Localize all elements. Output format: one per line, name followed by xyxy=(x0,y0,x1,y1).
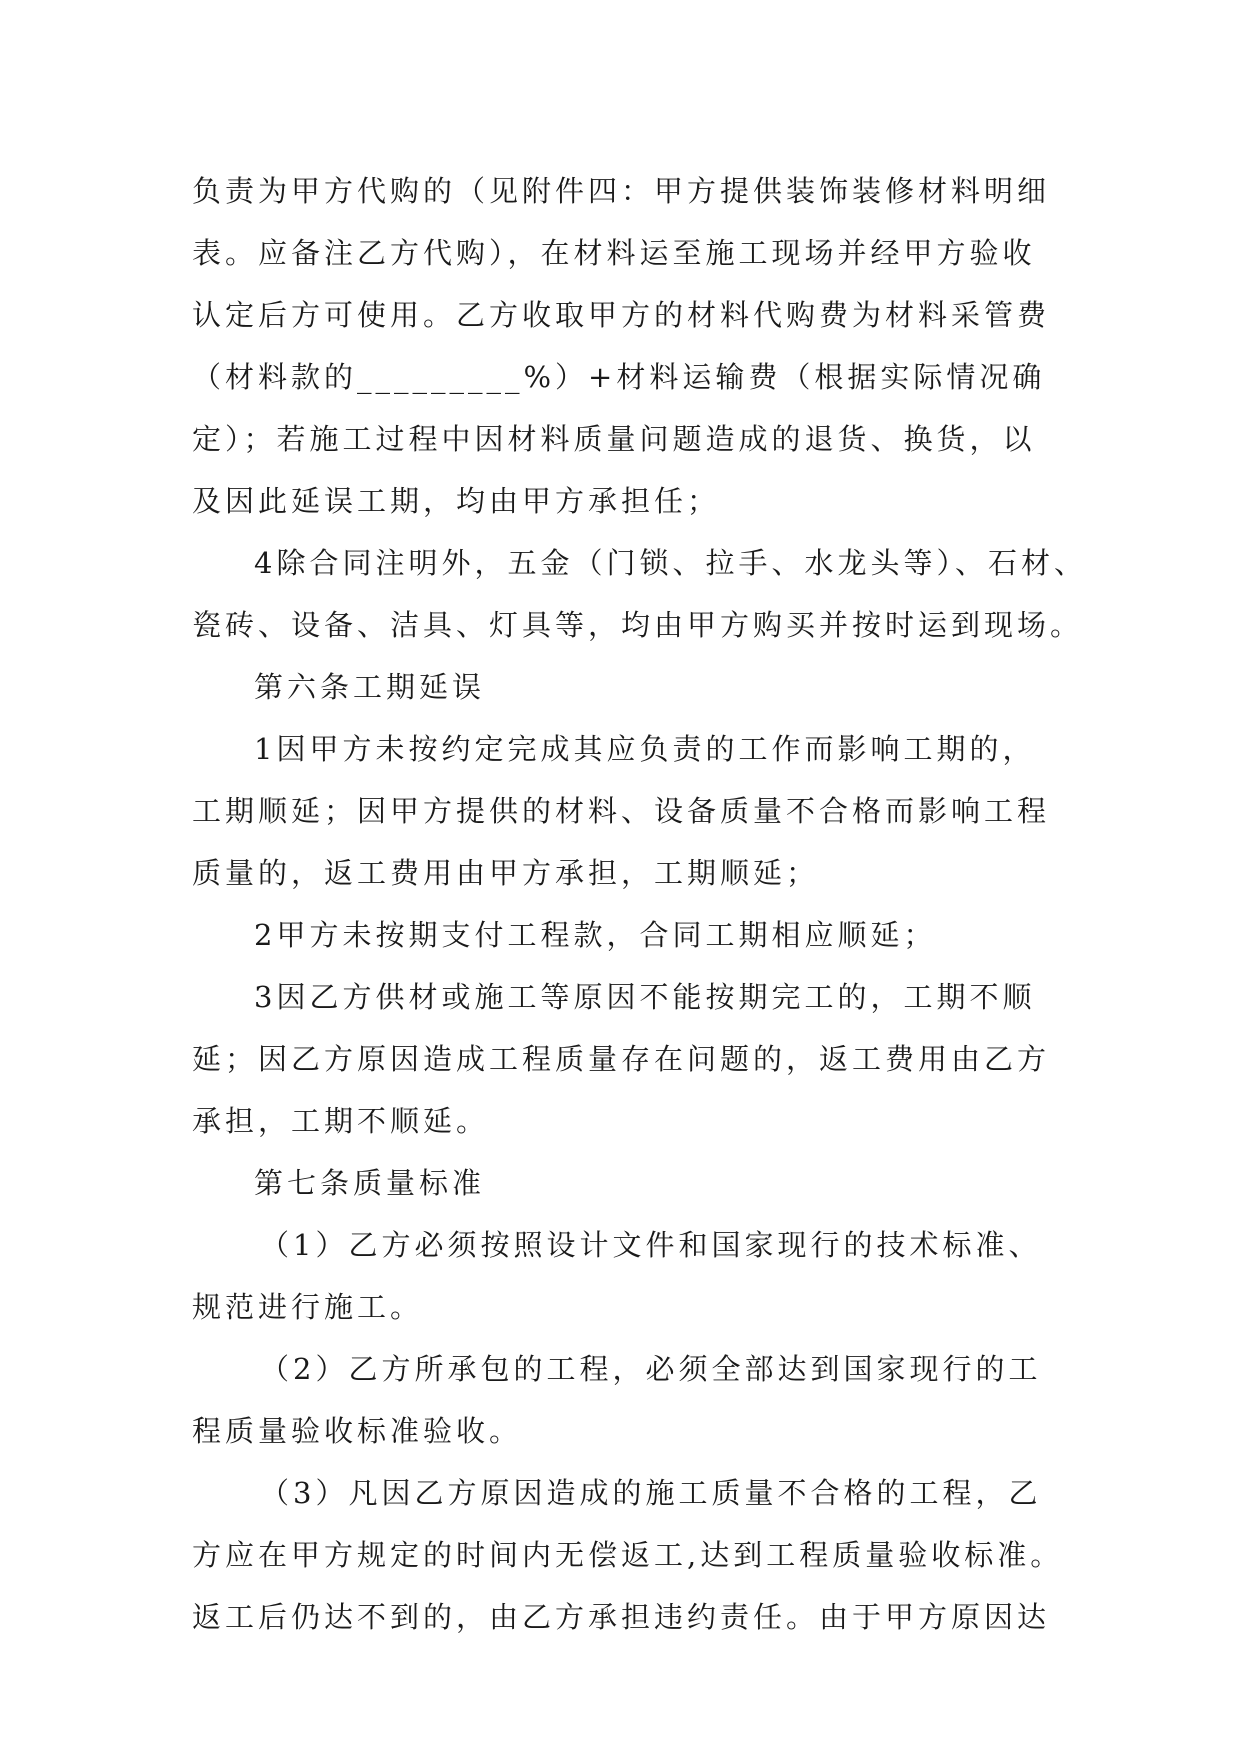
text-line: 质量的，返工费用由甲方承担，工期顺延； xyxy=(192,856,820,890)
paragraph-item-2: 2甲方未按期支付工程款，合同工期相应顺延； xyxy=(254,918,937,952)
paragraph-item-1-paren: （1）乙方必须按照设计文件和国家现行的技术标准、 xyxy=(260,1228,1042,1262)
text-line: 负责为甲方代购的（见附件四：甲方提供装饰装修材料明细 xyxy=(192,174,1051,208)
text-line: 承担，工期不顺延。 xyxy=(192,1104,490,1138)
text-line: （材料款的_________%）+材料运输费（根据实际情况确 xyxy=(192,360,1046,394)
section-heading-article-6: 第六条工期延误 xyxy=(254,670,486,704)
text-line: 规范进行施工。 xyxy=(192,1290,424,1324)
text-line: 方应在甲方规定的时间内无偿返工,达到工程质量验收标准。 xyxy=(192,1538,1064,1572)
document-body xyxy=(192,160,1087,1648)
paragraph-item-2-paren: （2）乙方所承包的工程，必须全部达到国家现行的工 xyxy=(260,1352,1042,1386)
text-line: 定）；若施工过程中因材料质量问题造成的退货、换货，以 xyxy=(192,422,1036,456)
section-heading-article-7: 第七条质量标准 xyxy=(254,1166,486,1200)
paragraph-item-1: 1因甲方未按约定完成其应负责的工作而影响工期的， xyxy=(254,732,1036,766)
text-line: 返工后仍达不到的，由乙方承担违约责任。由于甲方原因达 xyxy=(192,1600,1051,1634)
text-line: 程质量验收标准验收。 xyxy=(192,1414,523,1448)
text-line: 及因此延误工期，均由甲方承担任； xyxy=(192,484,721,518)
text-line: 瓷砖、设备、洁具、灯具等，均由甲方购买并按时运到现场。 xyxy=(192,608,1084,642)
text-line: 工期顺延；因甲方提供的材料、设备质量不合格而影响工程 xyxy=(192,794,1051,828)
paragraph-item-4: 4除合同注明外，五金（门锁、拉手、水龙头等）、石材、 xyxy=(254,546,1087,580)
text-line: 认定后方可使用。乙方收取甲方的材料代购费为材料采管费 xyxy=(192,298,1051,332)
text-line: 延；因乙方原因造成工程质量存在问题的，返工费用由乙方 xyxy=(192,1042,1051,1076)
text-line: 表。应备注乙方代购），在材料运至施工现场并经甲方验收 xyxy=(192,236,1036,270)
paragraph-item-3-paren: （3）凡因乙方原因造成的施工质量不合格的工程，乙 xyxy=(260,1476,1042,1510)
paragraph-item-3: 3因乙方供材或施工等原因不能按期完工的，工期不顺 xyxy=(254,980,1036,1014)
